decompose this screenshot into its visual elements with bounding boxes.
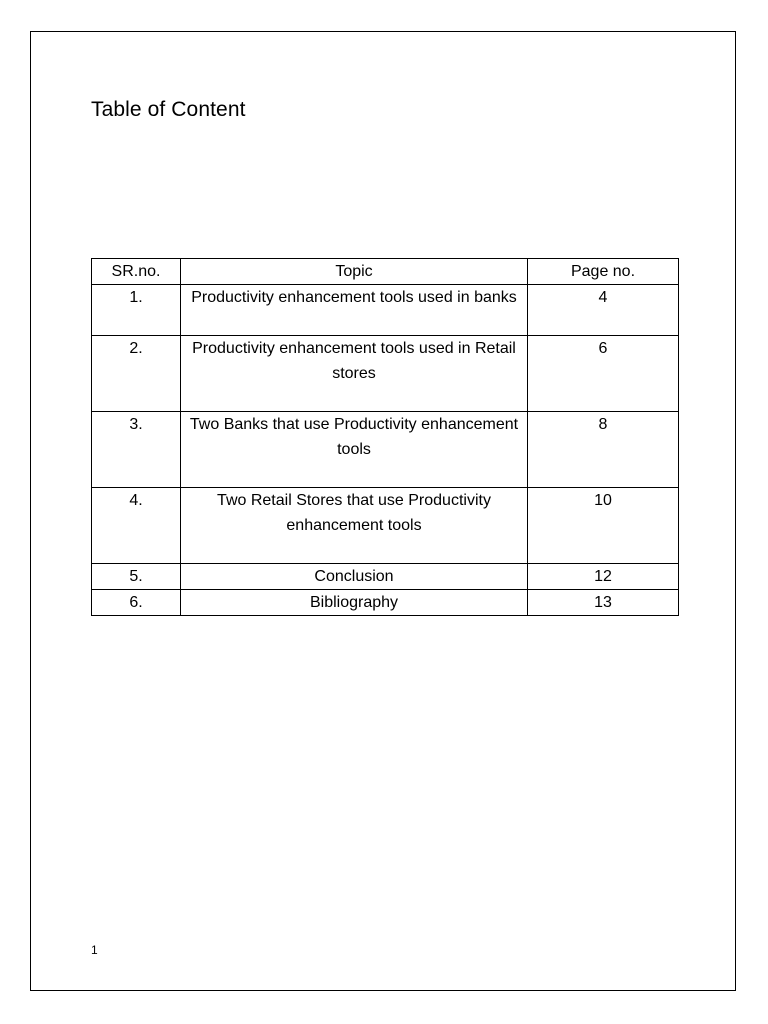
cell-page-no: 12 [528,564,679,590]
column-header-page-no: Page no. [528,259,679,285]
column-header-topic: Topic [181,259,528,285]
table-row [92,285,679,336]
column-header-sr-no: SR.no. [92,259,181,285]
table-of-contents [91,258,679,616]
page-number: 1 [91,943,98,957]
cell-sr-no: 5. [92,564,181,590]
cell-sr-no: 4. [92,488,181,564]
cell-page-no: 13 [528,590,679,616]
cell-topic: Productivity enhancement tools used in banks [181,285,528,336]
page-title: Table of Content [91,98,246,121]
table-row [92,412,679,488]
document-page [30,31,736,991]
cell-page-no: 4 [528,285,679,336]
cell-sr-no: 6. [92,590,181,616]
cell-topic: Two Retail Stores that use Productivity enhancement tools [181,488,528,564]
cell-sr-no: 2. [92,336,181,412]
cell-topic: Bibliography [181,590,528,616]
cell-topic: Conclusion [181,564,528,590]
table-row [92,488,679,564]
table-row [92,590,679,616]
table-header-row [92,259,679,285]
table-row [92,336,679,412]
cell-page-no: 8 [528,412,679,488]
table-row [92,564,679,590]
cell-sr-no: 1. [92,285,181,336]
cell-page-no: 6 [528,336,679,412]
cell-page-no: 10 [528,488,679,564]
cell-topic: Productivity enhancement tools used in Retail stores [181,336,528,412]
cell-topic: Two Banks that use Productivity enhancement tools [181,412,528,488]
cell-sr-no: 3. [92,412,181,488]
